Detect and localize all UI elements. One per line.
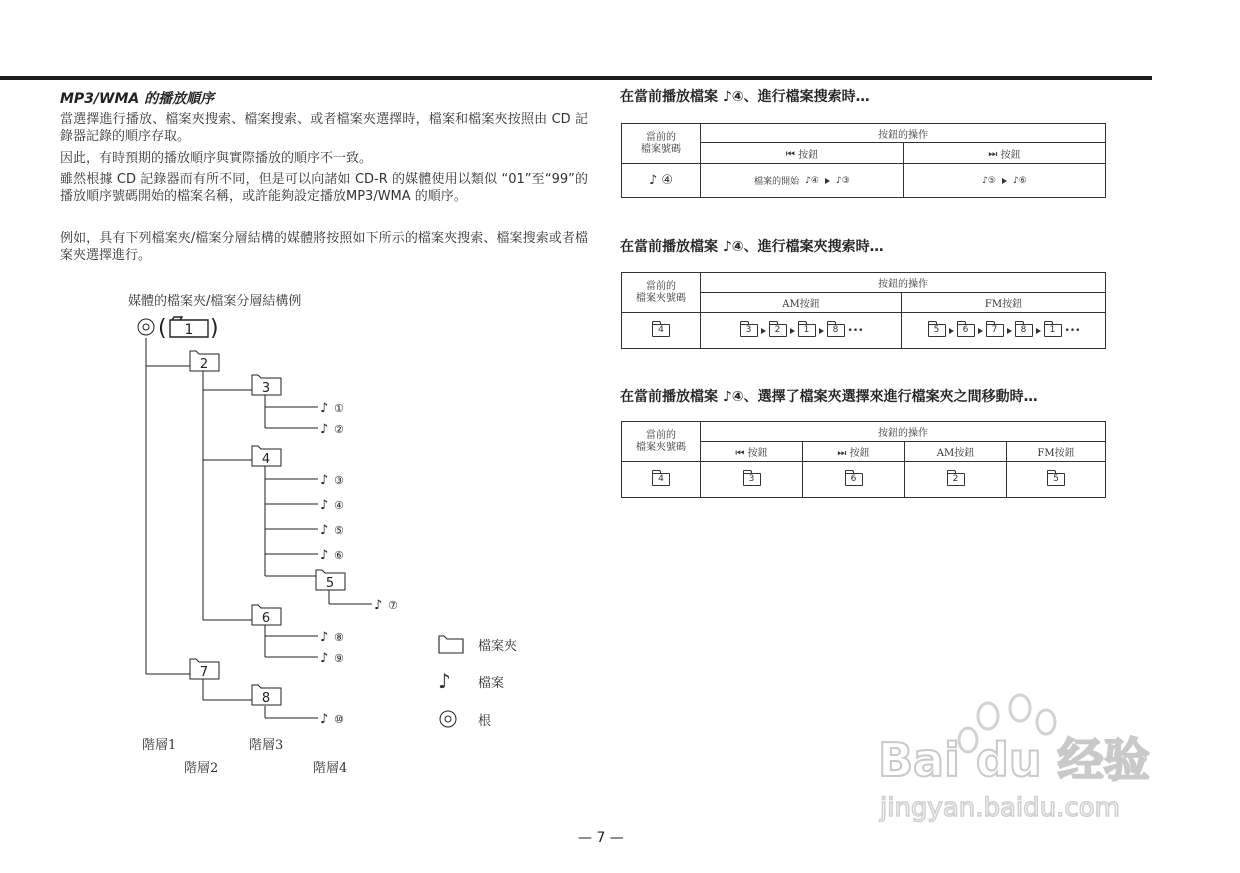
prev-button-header: ⏮ 按鈕 [701, 143, 904, 164]
folder-icon: 6 [845, 473, 863, 486]
next-track-icon: ⏭ [837, 447, 847, 459]
section-title: MP3/WMA 的播放順序 [60, 91, 215, 107]
file-2-label: ② [334, 423, 344, 436]
folder-2-label: 2 [199, 357, 209, 372]
level-1-label: 階層1 [142, 738, 177, 753]
file-note-icon: ♪ [320, 523, 329, 538]
level-4-label: 階層4 [313, 761, 348, 776]
folder-4-label: 4 [261, 452, 271, 467]
prev-result-cell: 檔案的開始 ♪ ④ ♪ ③ [701, 164, 904, 198]
tree-caption: 媒體的檔案夾/檔案分層結構例 [128, 294, 302, 309]
level-2-label: 階層2 [184, 761, 219, 776]
folder-3-label: 3 [261, 381, 271, 396]
folder-5-label: 5 [325, 576, 335, 591]
file-legend-icon: ♪ [438, 669, 451, 693]
file-note-icon: ♪ [1013, 176, 1019, 186]
am-button-header: AM按鈕 [701, 293, 902, 313]
next-button-header: ⏭ 按鈕 [904, 143, 1106, 164]
legend-folder-label: 檔案夾 [478, 638, 518, 654]
am-result-cell: 3 2 1 8 ••• [701, 313, 902, 349]
legend-folder [438, 633, 517, 655]
folder-8-label: 8 [261, 691, 271, 706]
next-track-icon: ⏭ [988, 149, 998, 160]
am-button-header: AM按鈕 [905, 442, 1007, 462]
current-folder-header: 當前的 檔案夾號碼 [622, 422, 701, 462]
section-3-title: 在當前播放檔案 ♪④、選擇了檔案夾選擇來進行檔案夾之間移動時… [620, 389, 1038, 405]
folder-1-label: 1 [184, 322, 194, 338]
folder-legend-icon [438, 634, 464, 654]
file-note-icon: ♪ [648, 173, 658, 188]
legend-file [438, 670, 504, 692]
fm-result-cell: 5 6 7 8 1 ••• [902, 313, 1106, 349]
file-note-icon: ♪ [320, 401, 329, 416]
root-legend-icon [438, 709, 458, 729]
folder-search-table [621, 272, 1106, 349]
file-5-label: ⑤ [334, 524, 344, 537]
legend-root [438, 708, 491, 730]
current-folder-cell [622, 313, 701, 349]
root-disc-icon [138, 319, 154, 335]
watermark-brand: Bai du 经验 [878, 733, 1150, 787]
file-note-icon: ♪ [320, 422, 329, 437]
arrow-right-icon [978, 328, 983, 334]
svg-text:(: ( [158, 316, 167, 341]
current-folder-cell [622, 462, 701, 498]
folder-icon: 4 [652, 473, 670, 486]
paragraph-2: 因此，有時預期的播放順序與實際播放的順序不一致。 [60, 151, 373, 166]
current-file-header: 當前的 檔案號碼 [622, 124, 701, 164]
file-6-label: ⑥ [334, 549, 344, 562]
next-result-cell [803, 462, 905, 498]
arrow-right-icon [1036, 328, 1041, 334]
top-rule [0, 76, 1152, 80]
fm-button-header: FM按鈕 [902, 293, 1106, 313]
file-note-icon: ♪ [982, 176, 988, 186]
next-button-header: ⏭ 按鈕 [803, 442, 905, 462]
paragraph-4: 例如，具有下列檔案夾/檔案分層結構的媒體將按照如下所示的檔案夾搜索、檔案搜索或者檔案夾選擇進行。 [60, 231, 588, 263]
prev-button-header: ⏮ 按鈕 [701, 442, 803, 462]
file-1-label: ① [334, 402, 344, 415]
file-note-icon: ♪ [320, 712, 329, 727]
prev-track-icon: ⏮ [785, 149, 795, 160]
section-2-title: 在當前播放檔案 ♪④、進行檔案夾搜索時… [620, 239, 884, 255]
next-result-cell: ♪ ⑤ ♪ ⑥ [904, 164, 1106, 198]
page-number: — 7 — [578, 830, 624, 846]
arrow-right-icon [949, 328, 954, 334]
folder-icon: 1 [798, 324, 816, 337]
folder-icon: 1 [1044, 324, 1062, 337]
file-search-table [621, 123, 1106, 198]
folder-icon: 8 [827, 324, 845, 337]
button-operation-header: 按鈕的操作 [701, 124, 1106, 143]
file-note-icon: ♪ [320, 498, 329, 513]
file-4-label: ④ [334, 499, 344, 512]
prev-result-cell [701, 462, 803, 498]
folder-icon: 7 [986, 324, 1004, 337]
folder-icon: 4 [652, 324, 670, 337]
level-3-label: 階層3 [249, 738, 284, 753]
paragraph-3: 雖然根據 CD 記錄器而有所不同，但是可以向諸如 CD-R 的媒體使用以類似 “01”至“99”的播放順序號碼開始的檔案名稱，或許能夠設定播放MP3/WMA 的順序。 [60, 172, 588, 204]
file-note-icon: ♪ [320, 651, 329, 666]
folder-6-label: 6 [261, 611, 271, 626]
file-note-icon: ♪ [320, 630, 329, 645]
button-operation-header: 按鈕的操作 [701, 422, 1106, 442]
arrow-right-icon [819, 328, 824, 334]
arrow-right-icon [790, 328, 795, 334]
watermark-url: jingyan.baidu.com [880, 793, 1120, 823]
prev-track-icon: ⏮ [735, 447, 745, 459]
baidu-watermark [878, 688, 1168, 838]
file-note-icon: ♪ [374, 598, 383, 613]
file-3-label: ③ [334, 474, 344, 487]
folder-tree-diagram [120, 310, 420, 730]
folder-icon: 8 [1015, 324, 1033, 337]
file-note-icon: ♪ [805, 175, 811, 186]
folder-icon: 3 [740, 324, 758, 337]
svg-text:): ) [210, 316, 219, 341]
file-10-label: ⑩ [334, 713, 344, 726]
file-8-label: ⑧ [334, 631, 344, 644]
file-7-label: ⑦ [388, 599, 398, 612]
arrow-right-icon [1002, 178, 1007, 184]
folder-icon: 6 [957, 324, 975, 337]
folder-icon: 5 [1047, 473, 1065, 486]
file-note-icon: ♪ [320, 473, 329, 488]
folder-icon: 5 [928, 324, 946, 337]
arrow-right-icon [1007, 328, 1012, 334]
fm-button-header: FM按鈕 [1007, 442, 1106, 462]
file-note-icon: ♪ [836, 175, 842, 186]
current-file-cell: ♪ ④ [622, 164, 701, 198]
arrow-right-icon [825, 178, 830, 184]
folder-7-label: 7 [199, 665, 209, 680]
current-folder-header: 當前的 檔案夾號碼 [622, 273, 701, 313]
fm-result-cell [1007, 462, 1106, 498]
file-note-icon: ♪ [320, 548, 329, 563]
legend-file-label: 檔案 [478, 675, 505, 691]
paragraph-1: 當選擇進行播放、檔案夾搜索、檔案搜索、或者檔案夾選擇時，檔案和檔案夾按照由 CD 記錄器記錄的順序存取。 [60, 112, 588, 144]
arrow-right-icon [761, 328, 766, 334]
folder-icon: 3 [743, 473, 761, 486]
section-1-title: 在當前播放檔案 ♪④、進行檔案搜索時… [620, 89, 870, 105]
folder-icon: 2 [947, 473, 965, 486]
folder-select-table [621, 421, 1106, 498]
am-result-cell [905, 462, 1007, 498]
button-operation-header: 按鈕的操作 [701, 273, 1106, 293]
file-9-label: ⑨ [334, 652, 344, 665]
legend-root-label: 根 [478, 713, 492, 729]
folder-icon: 2 [769, 324, 787, 337]
